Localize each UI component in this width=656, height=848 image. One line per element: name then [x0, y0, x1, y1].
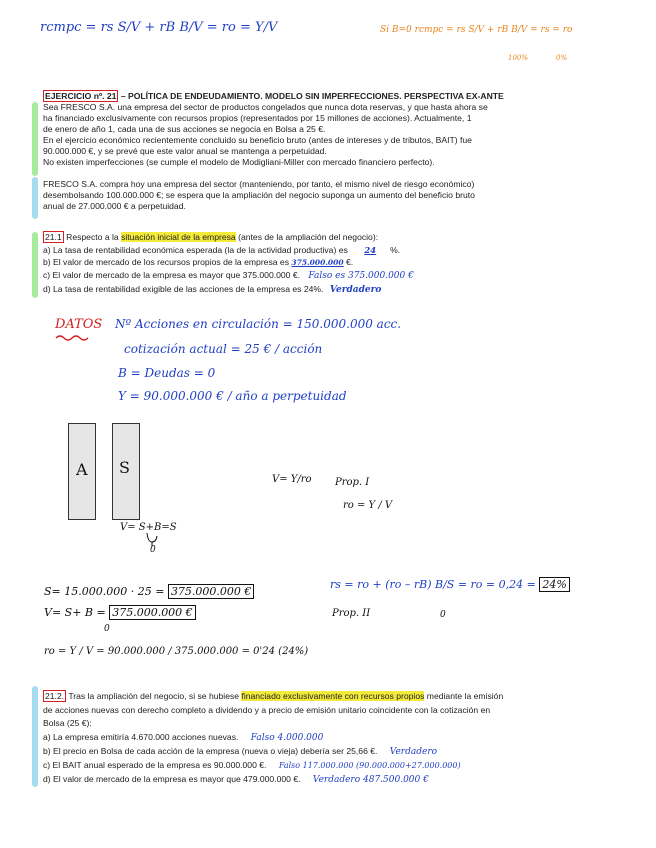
q211-c-note: Falso es 375.000.000 €	[308, 271, 414, 281]
highlight-bar-statement	[32, 102, 38, 176]
q211-option-c	[43, 270, 414, 282]
highlight-bar-statement-2	[32, 177, 38, 219]
q211-option-a	[43, 245, 400, 257]
q212-d-note: Verdadero 487.500.000 €	[312, 775, 429, 785]
calc-ro-line: ro = Y / V = 90.000.000 / 375.000.000 = 0'24 (24%)	[44, 646, 309, 657]
datos-line-1: Nº Acciones en circulación = 150.000.000 acc.	[115, 317, 402, 331]
q212-option-b	[43, 746, 437, 758]
exercise-line: En el ejercicio económico recientemente concluido su beneficio bruto (antes de intereses y de tributos, BAIT) fue	[43, 135, 472, 145]
datos-line-2: cotización actual = 25 € / acción	[124, 342, 323, 356]
q212-option-c	[43, 760, 461, 771]
prop-1-label: Prop. I	[335, 477, 370, 488]
q212-a-note: Falso 4.000.000	[250, 733, 324, 743]
calc-s-result-box: 375.000.000 €	[168, 584, 254, 599]
calc-rs-line	[330, 578, 570, 591]
ro-formula: ro = Y / V	[343, 500, 393, 511]
calc-rs-result-box: 24%	[539, 577, 569, 592]
top-pct-100: 100%	[508, 54, 529, 62]
top-formula-left: rcmpc = rs S/V + rB B/V = ro = Y/V	[40, 20, 278, 35]
q211-option-b	[43, 257, 353, 268]
exercise-line: anual de 27.000.000 € a perpetuidad.	[43, 201, 186, 211]
exercise-label: EJERCICIO nº. 21	[45, 91, 117, 101]
q212-c-note: Falso 117.000.000 (90.000.000+27.000.000)	[278, 761, 461, 770]
calc-v-zero: 0	[104, 624, 110, 634]
balance-s-label: S	[119, 458, 130, 477]
q211-a-answer: 24	[364, 246, 377, 256]
q212-intro-highlight: financiado exclusivamente con recursos propios	[241, 691, 425, 701]
q211-b-post: €.	[343, 257, 354, 267]
exercise-line: Sea FRESCO S.A. una empresa del sector de productos congelados que nunca dota reservas, y que hasta ahora se	[43, 102, 488, 112]
exercise-line: 90.000.000 €, y se prevé que este valor anual se mantenga a perpetuidad.	[43, 146, 327, 156]
calc-rs-text: rs = ro + (ro – rB) B/S = ro = 0,24 =	[330, 578, 536, 591]
v-formula: V= Y/ro	[272, 474, 312, 485]
top-formula-right: Si B=0 rcmpc = rs S/V + rB B/V = rs = ro	[380, 25, 573, 35]
exercise-title	[43, 91, 504, 102]
q212-intro-post: mediante la emisión	[424, 691, 504, 701]
q212-intro	[43, 691, 503, 702]
q211-intro-post: (antes de la ampliación del negocio):	[235, 232, 379, 242]
calc-v-text: V= S+ B =	[44, 606, 106, 619]
exercise-line: ha financiado exclusivamente con recursos propios (representados por 15 millones de acciones). Actualmente, 1	[43, 113, 472, 123]
q211-b-answer: 375.000.000	[291, 258, 344, 267]
balance-a-label: A	[76, 460, 88, 479]
calc-v-result-box: 375.000.000 €	[109, 605, 195, 620]
q211-intro-pre: Respecto a la	[63, 232, 122, 242]
q212-b-note: Verdadero	[389, 747, 438, 757]
balance-zero: 0	[150, 545, 156, 555]
q212-intro-line-3: Bolsa (25 €):	[43, 718, 92, 728]
datos-line-3: B = Deudas = 0	[118, 366, 216, 380]
exercise-line: No existen imperfecciones (se cumple el modelo de Modigliani-Miller con mercado financiero perfecto).	[43, 157, 435, 167]
q212-intro-line-2: de acciones nuevas con derecho completo a dividendo y a precio de emisión unitario coincidente con la cotización en	[43, 705, 491, 715]
exercise-line: de enero de año 1, cada una de sus acciones se negocia en Bolsa a 25 €.	[43, 124, 326, 134]
exercise-line: desembolsando 100.000.000 €; se espera que la ampliación del negocio suponga un aumento del beneficio bruto	[43, 190, 475, 200]
q211-a-post: %.	[390, 245, 401, 255]
highlight-bar-q211	[32, 232, 38, 298]
q212-option-d	[43, 774, 429, 786]
prop-2-label: Prop. II	[332, 608, 371, 619]
calc-v-line	[44, 606, 196, 619]
balance-v-equation: V= S+B=S	[120, 522, 177, 533]
calc-s-text: S= 15.000.000 · 25 =	[44, 585, 165, 598]
q211-a-text: a) La tasa de rentabilidad económica esperada (la de la actividad productiva) es	[43, 245, 351, 255]
q211-intro-highlight: situación inicial de la empresa	[121, 232, 236, 242]
q212-option-a	[43, 732, 323, 744]
datos-line-4: Y = 90.000.000 € / año a perpetuidad	[118, 389, 347, 403]
calc-rs-zero: 0	[440, 610, 446, 620]
q212-a-text: a) La empresa emitiría 4.670.000 acciones nuevas.	[43, 732, 239, 742]
datos-label: DATOS	[55, 317, 103, 332]
q212-label: 21.2.	[45, 691, 65, 701]
q212-b-text: b) El precio en Bolsa de cada acción de la empresa (nueva o vieja) debería ser 25,66 €.	[43, 746, 378, 756]
q211-intro	[43, 232, 378, 243]
calc-s-line	[44, 585, 254, 598]
datos-underline	[55, 334, 95, 342]
q212-c-text: c) El BAIT anual esperado de la empresa es 90.000.000 €.	[43, 760, 267, 770]
q211-d-text: d) La tasa de rentabilidad exigible de las acciones de la empresa es 24%.	[43, 284, 324, 294]
top-pct-0: 0%	[556, 54, 568, 62]
q212-d-text: d) El valor de mercado de la empresa es mayor que 479.000.000 €.	[43, 774, 301, 784]
q212-intro-pre: Tras la ampliación del negocio, si se hubiese	[66, 691, 242, 701]
q211-option-d	[43, 284, 381, 296]
exercise-line: FRESCO S.A. compra hoy una empresa del sector (manteniendo, por tanto, el mismo nivel de riesgo económico)	[43, 179, 475, 189]
q211-c-text: c) El valor de mercado de la empresa es mayor que 375.000.000 €.	[43, 270, 301, 280]
q211-b-text: b) El valor de mercado de los recursos propios de la empresa es	[43, 257, 292, 267]
q211-d-note: Verdadero	[329, 285, 382, 295]
q211-label: 21.1	[45, 232, 62, 242]
exercise-title-text: – POLÍTICA DE ENDEUDAMIENTO. MODELO SIN IMPERFECCIONES. PERSPECTIVA EX-ANTE	[118, 91, 504, 101]
highlight-bar-q212	[32, 686, 38, 787]
